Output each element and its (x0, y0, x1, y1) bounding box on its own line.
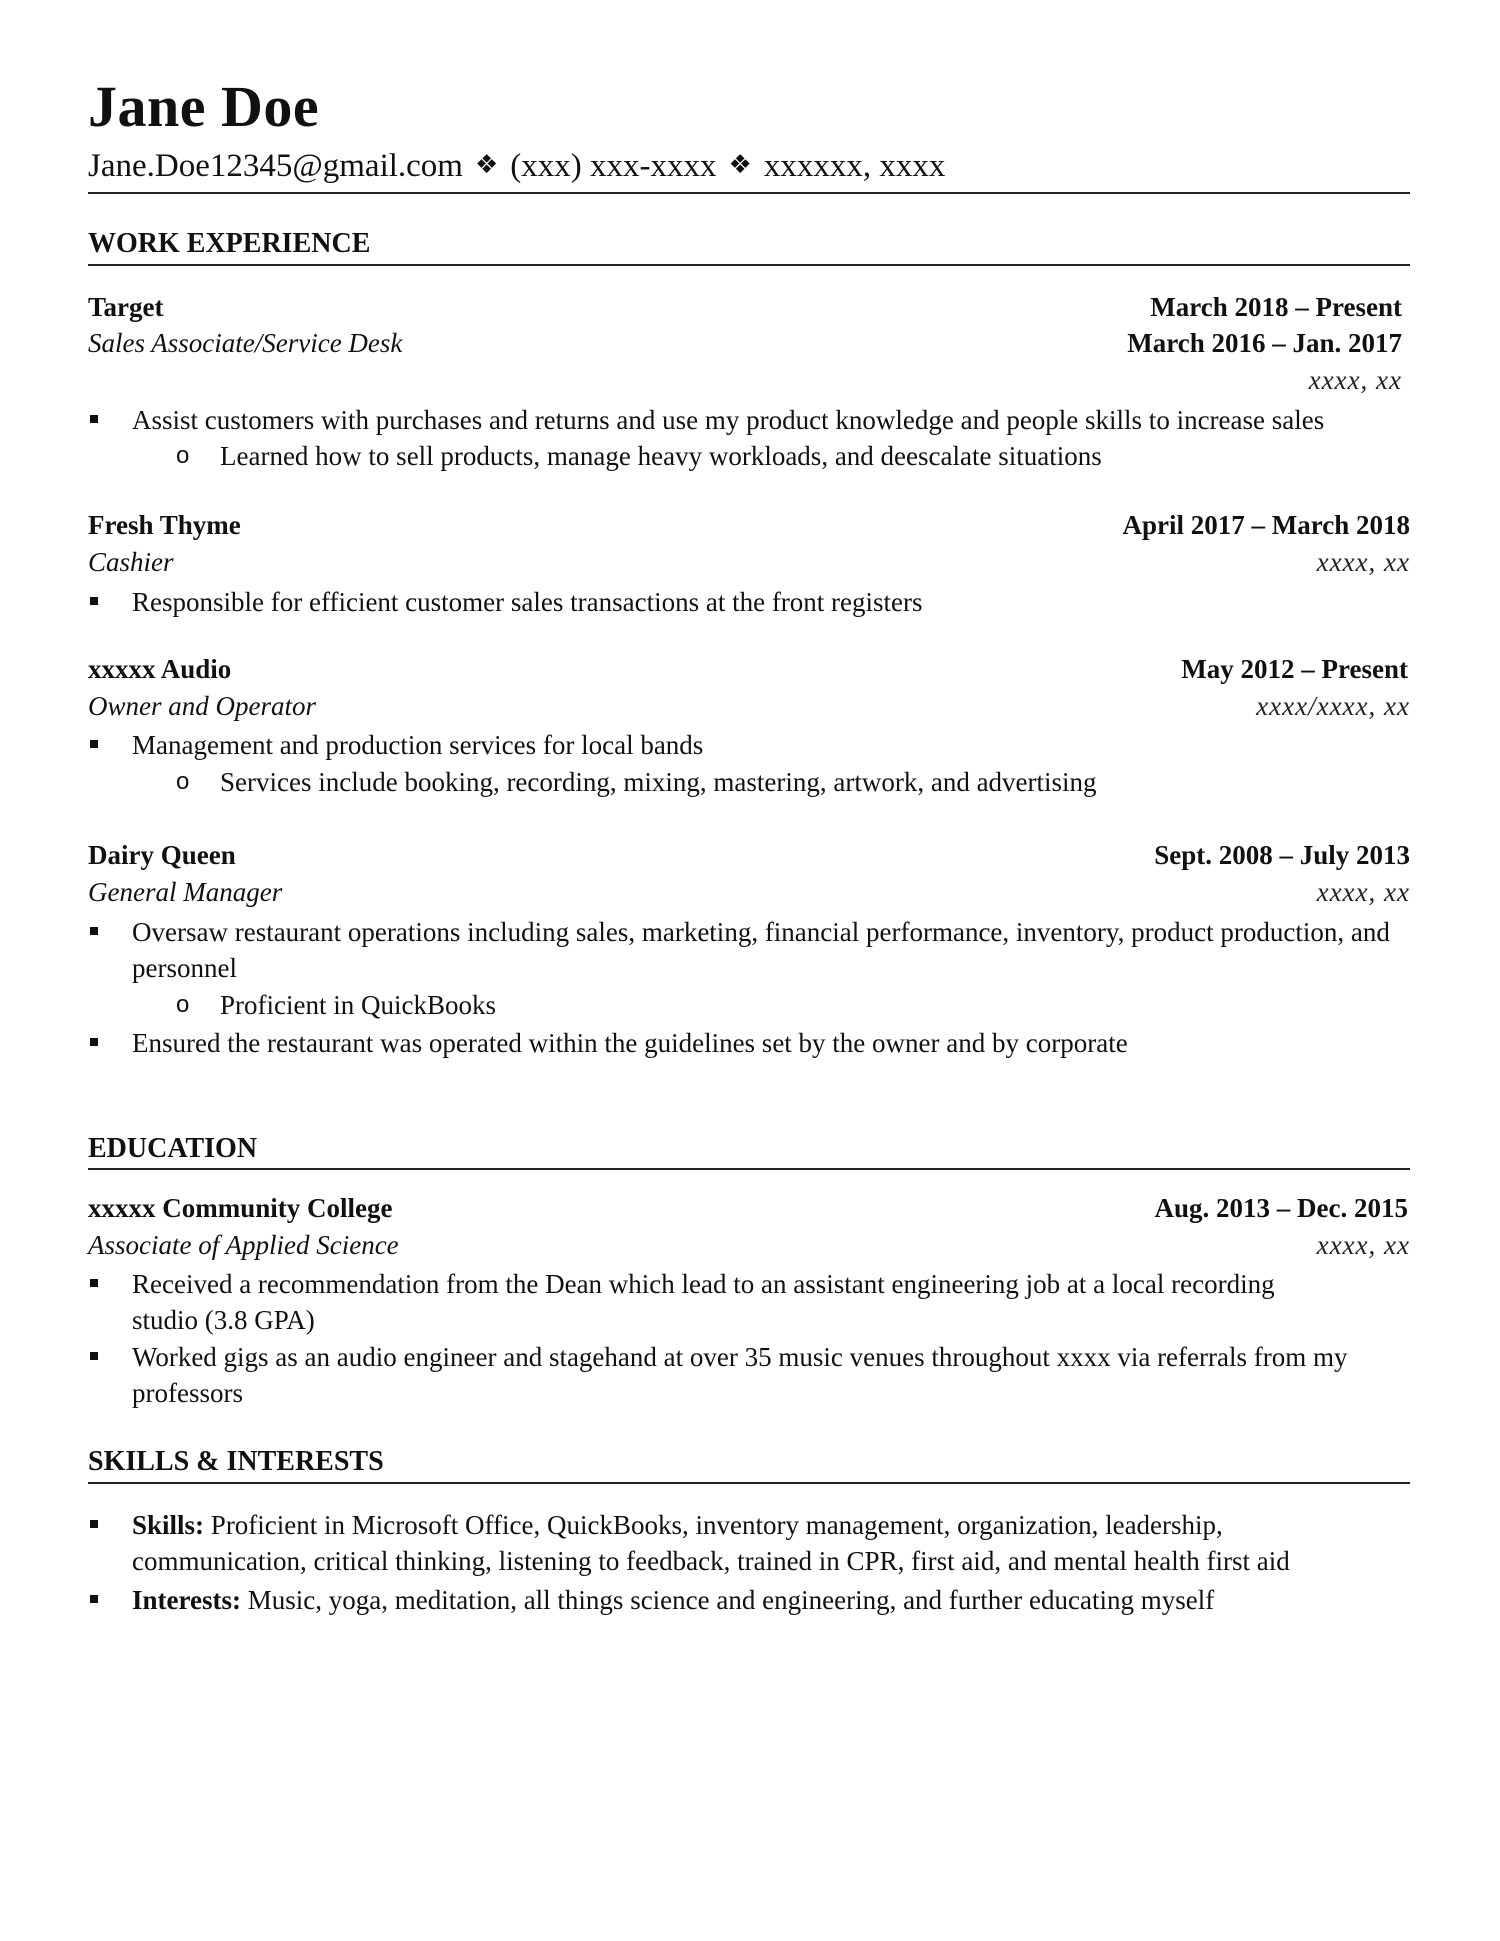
location: xxxxxx, xxxx (763, 148, 946, 184)
contact-line (88, 150, 945, 183)
list-item: Received a recommendation from the Dean which lead to an assistant engineering job at a local recording studio (3.8 GPA) (88, 1266, 1410, 1338)
company-name: Target (88, 292, 164, 322)
square-bullet-icon (90, 415, 98, 423)
circle-bullet-icon: o (176, 991, 190, 1018)
job-location: xxxx, xx (1316, 547, 1410, 577)
interests-label: Interests: (132, 1585, 241, 1615)
skills-label: Skills: (132, 1510, 205, 1540)
job-role-audio (88, 689, 1410, 723)
interests-text: Music, yoga, meditation, all things science and engineering, and further educating myself (240, 1585, 1215, 1615)
square-bullet-icon (90, 1279, 98, 1287)
school-location: xxxx, xx (1316, 1230, 1410, 1260)
square-bullet-icon (90, 597, 98, 605)
job-header-dairy-queen (88, 838, 1410, 872)
degree: Associate of Applied Science (88, 1230, 399, 1260)
list-item: Worked gigs as an audio engineer and stagehand at over 35 music venues throughout xxxx via referrals from my professors (88, 1339, 1410, 1411)
square-bullet-icon (90, 1038, 98, 1046)
job-dates: April 2017 – March 2018 (1122, 510, 1410, 540)
job-role-fresh-thyme (88, 545, 1410, 579)
diamond-separator-icon: ❖ (728, 150, 752, 180)
school-name: xxxxx Community College (88, 1193, 393, 1223)
company-name: xxxxx Audio (88, 654, 232, 684)
section-title-skills: SKILLS & INTERESTS (88, 1446, 384, 1477)
job-title: Owner and Operator (88, 691, 316, 721)
section-divider (88, 1168, 1410, 1170)
company-name: Dairy Queen (88, 840, 236, 870)
candidate-name: Jane Doe (88, 74, 320, 139)
section-title-education: EDUCATION (88, 1133, 258, 1164)
job-dates: Sept. 2008 – July 2013 (1154, 840, 1410, 870)
phone-number: (xxx) xxx-xxxx (510, 148, 717, 184)
job-role-dairy-queen (88, 875, 1410, 909)
job-header-target (88, 290, 1410, 324)
square-bullet-icon (90, 740, 98, 748)
job-location: xxxx/xxxx, xx (1256, 691, 1410, 721)
circle-bullet-icon: o (176, 768, 190, 795)
list-item: Oversaw restaurant operations including sales, marketing, financial performance, inventory, product production, and personnel (88, 914, 1410, 986)
job-dates: May 2012 – Present (1181, 654, 1408, 684)
job-dates: March 2018 – Present (1150, 292, 1402, 322)
job-role-target (88, 326, 1410, 360)
list-item-skills (88, 1507, 1410, 1579)
job-header-audio (88, 652, 1410, 686)
company-name: Fresh Thyme (88, 510, 241, 540)
section-divider (88, 1482, 1410, 1484)
square-bullet-icon (90, 1520, 98, 1528)
square-bullet-icon (90, 1595, 98, 1603)
degree-line (88, 1228, 1410, 1262)
email-link[interactable]: Jane.Doe12345@gmail.com (88, 148, 463, 184)
header-divider (88, 192, 1410, 194)
job-location: xxxx, xx (1316, 877, 1410, 907)
section-title-work: WORK EXPERIENCE (88, 228, 371, 259)
diamond-separator-icon: ❖ (474, 150, 499, 180)
job-dates: March 2016 – Jan. 2017 (1127, 328, 1402, 358)
education-dates: Aug. 2013 – Dec. 2015 (1154, 1193, 1408, 1223)
school-header (88, 1191, 1410, 1225)
job-location: xxxx, xx (1308, 365, 1402, 395)
circle-bullet-icon: o (176, 442, 190, 469)
skills-text: Proficient in Microsoft Office, QuickBooks, inventory management, organization, leadership, communication, critical thinking, listening to feedback, trained in CPR, first aid, and mental health first aid (132, 1510, 1290, 1576)
square-bullet-icon (90, 927, 98, 935)
job-title: Sales Associate/Service Desk (88, 328, 403, 358)
square-bullet-icon (90, 1352, 98, 1360)
job-header-fresh-thyme (88, 508, 1410, 542)
job-location-target (88, 363, 1410, 397)
job-title: General Manager (88, 877, 283, 907)
section-divider (88, 264, 1410, 266)
job-title: Cashier (88, 547, 174, 577)
